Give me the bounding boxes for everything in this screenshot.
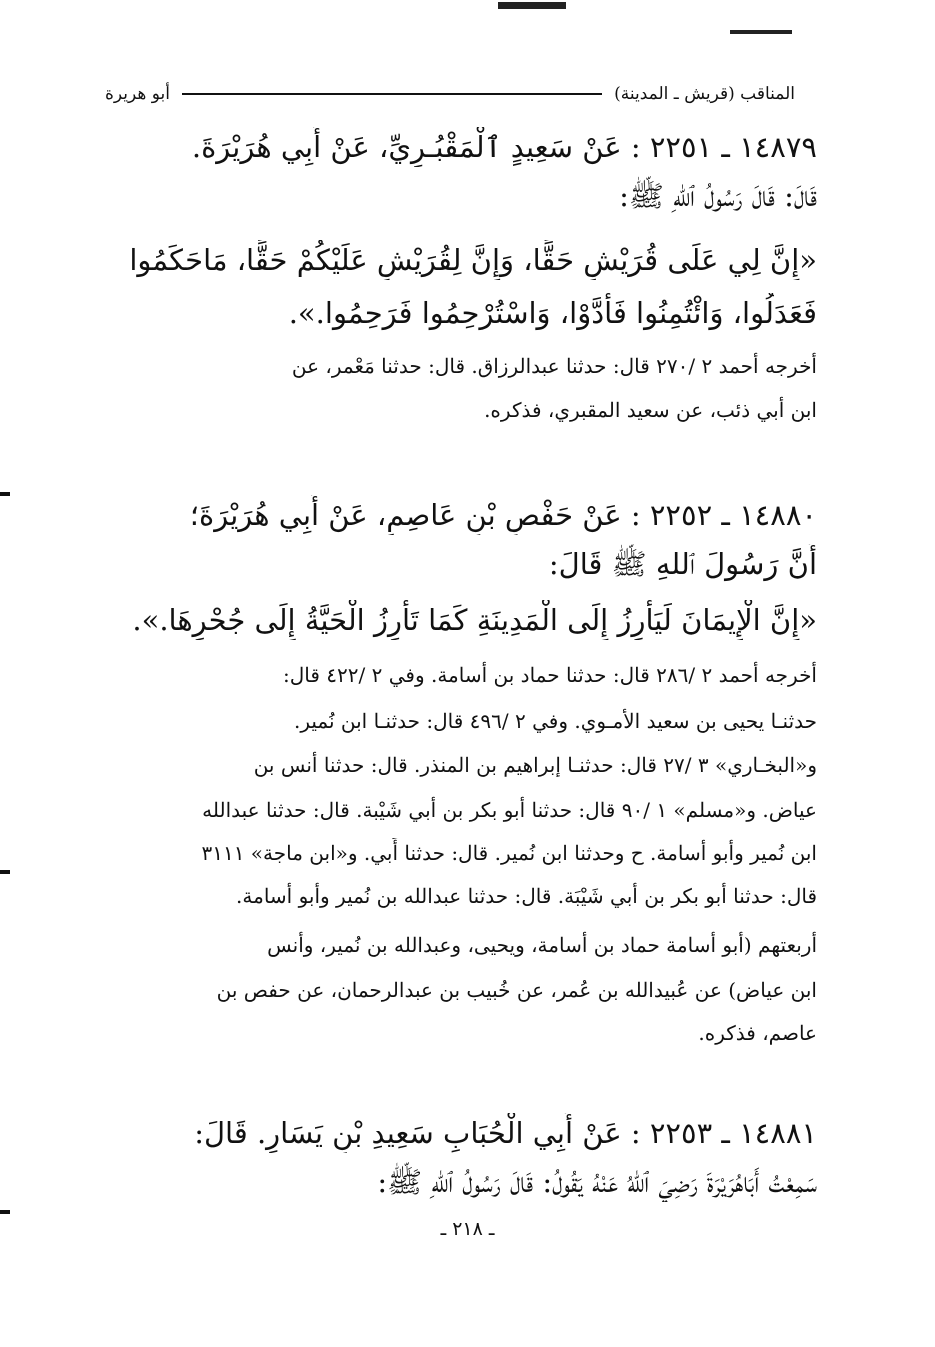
takhrij-line: حدثنـا يحيى بن سعيد الأمـوي. وفي ٢ /٤٩٦ قال: حدثنـا ابن نُمير.	[293, 709, 817, 733]
hadith-matn-line: «إِنَّ الْإِيمَانَ لَيَأْرِزُ إِلَى الْمَدِينَةِ كَمَا تَأْرِزُ الْحَيَّةُ إِلَى جُحْرِهَا.».	[132, 603, 817, 637]
hadith-intro: قَالَ: قَالَ رَسُولُ ٱللهِ ﷺ:	[619, 179, 817, 213]
takhrij-line: ابن أبي ذئب، عن سعيد المقبري، فذكره.	[484, 398, 817, 422]
header-section-title: المناقب (قريش ـ المدينة)	[614, 84, 795, 104]
takhrij-line: ابن نُمير وأبو أسامة. ح وحدثنا ابن نُمير. قال: حدثنا أَبي. و«ابن ماجة» ٣١١١	[201, 841, 817, 865]
header-narrator: أبو هريرة	[105, 84, 171, 104]
hadith-intro: سَمِعْتُ أَبَاهُرَيْرَةَ رَضِيَ ٱللهُ عَنْهُ يَقُولُ: قَالَ رَسُولُ ٱللهِ ﷺ:	[377, 1165, 817, 1199]
hadith-matn-line: «إِنَّ لِي عَلَى قُرَيْشٍ حَقًّا، وَإِنَّ لِقُرَيْشٍ عَلَيْكُمْ حَقًّا، مَاحَكَمُوا	[129, 243, 817, 277]
hadith-heading: ١٤٨٧٩ ـ ٢٢٥١ : عَنْ سَعِيدٍ ٱلْمَقْبُـرِيِّ، عَنْ أَبِي هُرَيْرَةَ.	[191, 130, 817, 164]
header-rule	[182, 93, 602, 95]
scan-mark-top-right	[730, 30, 792, 34]
edge-mark	[0, 492, 10, 496]
takhrij-line: ابن عياض) عن عُبيدالله بن عُمر، عن خُبيب بن عبدالرحمان، عن حفص بن	[216, 978, 817, 1002]
takhrij-line: و«البخـاري» ٣ /٢٧ قال: حدثنـا إبراهيم بن المنذر. قال: حدثنا أنس بن	[253, 753, 817, 777]
takhrij-line: قال: حدثنا أبو بكر بن أبي شَيْبَة. قال: حدثنا عبدالله بن نُمير وأبو أسامة.	[236, 884, 817, 908]
edge-mark	[0, 1210, 10, 1214]
takhrij-line: أخرجه أحمد ٢ /٢٨٦ قال: حدثنا حماد بن أسامة. وفي ٢ /٤٢٢ قال:	[282, 663, 817, 687]
hadith-matn-line: فَعَدَلُوا، وَائْتُمِنُوا فَأَدَّوْا، وَاسْتُرْحِمُوا فَرَحِمُوا.».	[288, 296, 817, 330]
edge-mark	[0, 870, 10, 874]
takhrij-line: عاصم، فذكره.	[698, 1021, 817, 1045]
takhrij-line: عياض. و«مسلم» ١ /٩٠ قال: حدثنا أبو بكر بن أبي شَيْبة. قال: حدثنا عبدالله	[202, 798, 817, 822]
hadith-heading: ١٤٨٨٠ ـ ٢٢٥٢ : عَنْ حَفْصِ بْنِ عَاصِمٍ، عَنْ أَبِي هُرَيْرَةَ؛	[189, 498, 817, 532]
takhrij-line: أربعتهم (أبو أسامة حماد بن أسامة، ويحيى، وعبدالله بن نُمير، وأنس	[267, 933, 817, 957]
takhrij-line: أخرجه أحمد ٢ /٢٧٠ قال: حدثنا عبدالرزاق. قال: حدثنا مَعْمر، عن	[291, 354, 817, 378]
hadith-heading: ١٤٨٨١ ـ ٢٢٥٣ : عَنْ أَبِي الْحُبَابِ سَعِيدِ بْنِ يَسَارٍ. قَالَ:	[194, 1116, 817, 1150]
scan-mark-top	[498, 2, 566, 9]
hadith-intro: أَنَّ رَسُولَ ٱللهِ ﷺ قَالَ:	[548, 547, 817, 581]
running-header	[105, 78, 795, 110]
page-number: ـ ٢١٨ ـ	[440, 1218, 495, 1240]
